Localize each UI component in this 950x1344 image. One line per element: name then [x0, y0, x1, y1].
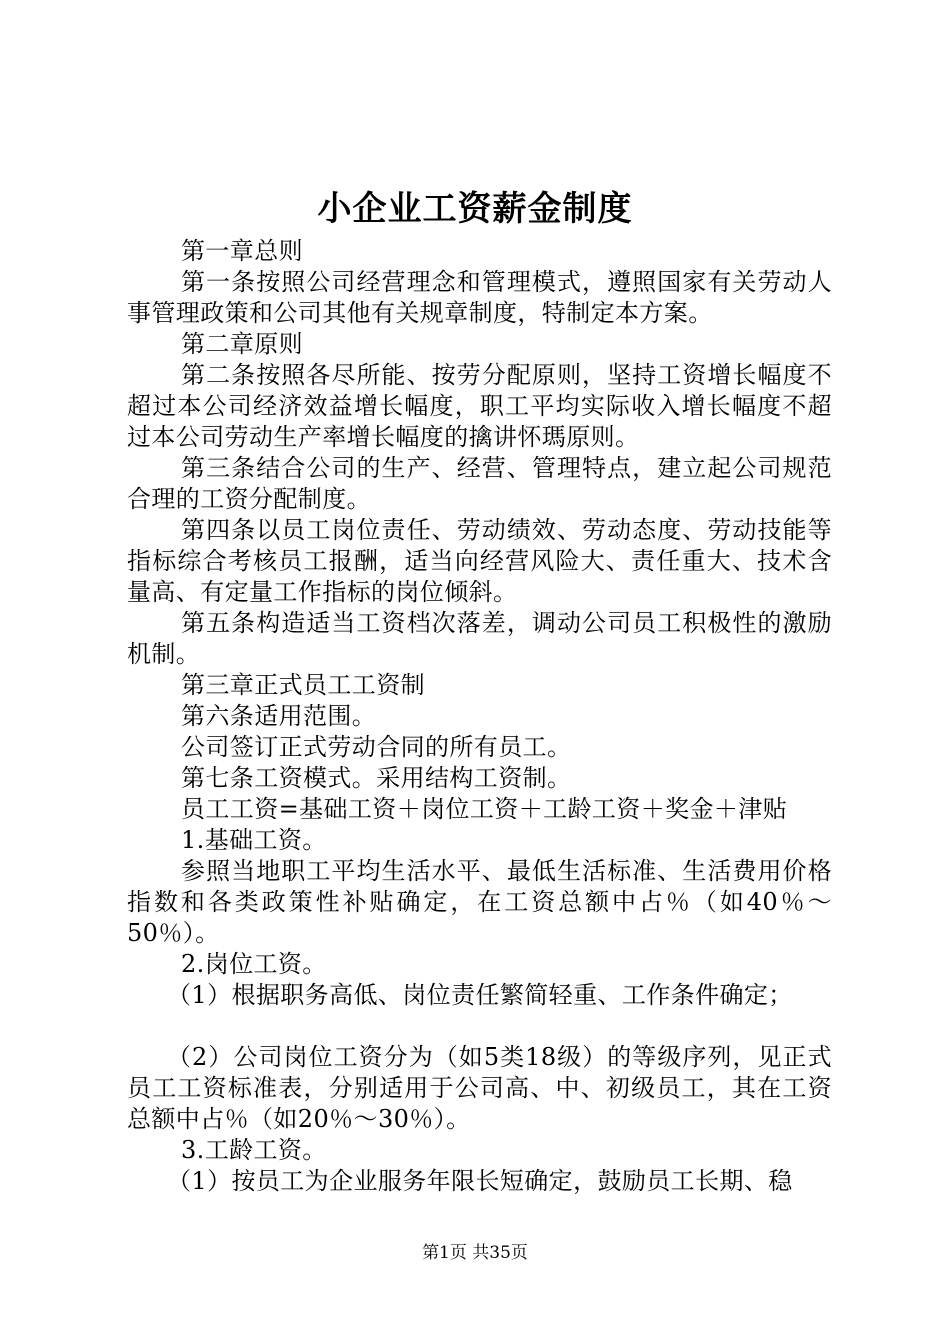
article-paragraph: 第四条以员工岗位责任、劳动绩效、劳动态度、劳动技能等指标综合考核员工报酬，适当向经营风险大、责任重大、技术含量高、有定量工作指标的岗位倾斜。 — [127, 516, 832, 606]
article-paragraph: 第七条工资模式。采用结构工资制。 — [181, 764, 572, 792]
list-item-paragraph: （1）按员工为企业服务年限长短确定，鼓励员工长期、稳 — [167, 1167, 793, 1195]
article-paragraph: 第五条构造适当工资档次落差，调动公司员工积极性的激励机制。 — [127, 609, 832, 668]
article-paragraph: 第一条按照公司经营理念和管理模式，遵照国家有关劳动人事管理政策和公司其他有关规章制度，特制定本方案。 — [127, 268, 832, 327]
body-paragraph: 参照当地职工平均生活水平、最低生活标准、生活费用价格指数和各类政策性补贴确定，在工资总额中占％（如40％～50％）。 — [127, 857, 832, 947]
article-paragraph: 第二条按照各尽所能、按劳分配原则，坚持工资增长幅度不超过本公司经济效益增长幅度，职工平均实际收入增长幅度不超过本公司劳动生产率增长幅度的擒讲怀瑪原则。 — [127, 361, 832, 451]
document-body — [127, 236, 832, 1197]
body-paragraph: 公司签订正式劳动合同的所有员工。 — [181, 733, 572, 761]
page-footer: 第1页 共35页 — [422, 1243, 528, 1263]
blank-line — [127, 1011, 832, 1042]
article-paragraph: 第六条适用范围。 — [181, 702, 377, 730]
chapter-heading: 第二章原则 — [181, 330, 303, 358]
article-paragraph: 第三条结合公司的生产、经营、管理特点，建立起公司规范合理的工资分配制度。 — [127, 454, 832, 513]
section-heading: 2.岗位工资。 — [181, 950, 327, 978]
chapter-heading: 第三章正式员工工资制 — [181, 671, 425, 699]
list-item-paragraph: （1）根据职务高低、岗位责任繁简轻重、工作条件确定； — [167, 981, 793, 1009]
section-heading: 3.工龄工资。 — [181, 1136, 327, 1164]
section-heading: 1.基础工资。 — [181, 826, 327, 854]
document-title: 小企业工资薪金制度 — [317, 189, 633, 229]
chapter-heading: 第一章总则 — [181, 237, 303, 265]
list-item-paragraph: （2）公司岗位工资分为（如5类18级）的等级序列，见正式员工工资标准表，分别适用于公司高、中、初级员工，其在工资总额中占％（如20％～30％）。 — [127, 1043, 832, 1133]
formula-paragraph: 员工工资=基础工资＋岗位工资＋工龄工资＋奖金＋津贴 — [181, 795, 788, 823]
